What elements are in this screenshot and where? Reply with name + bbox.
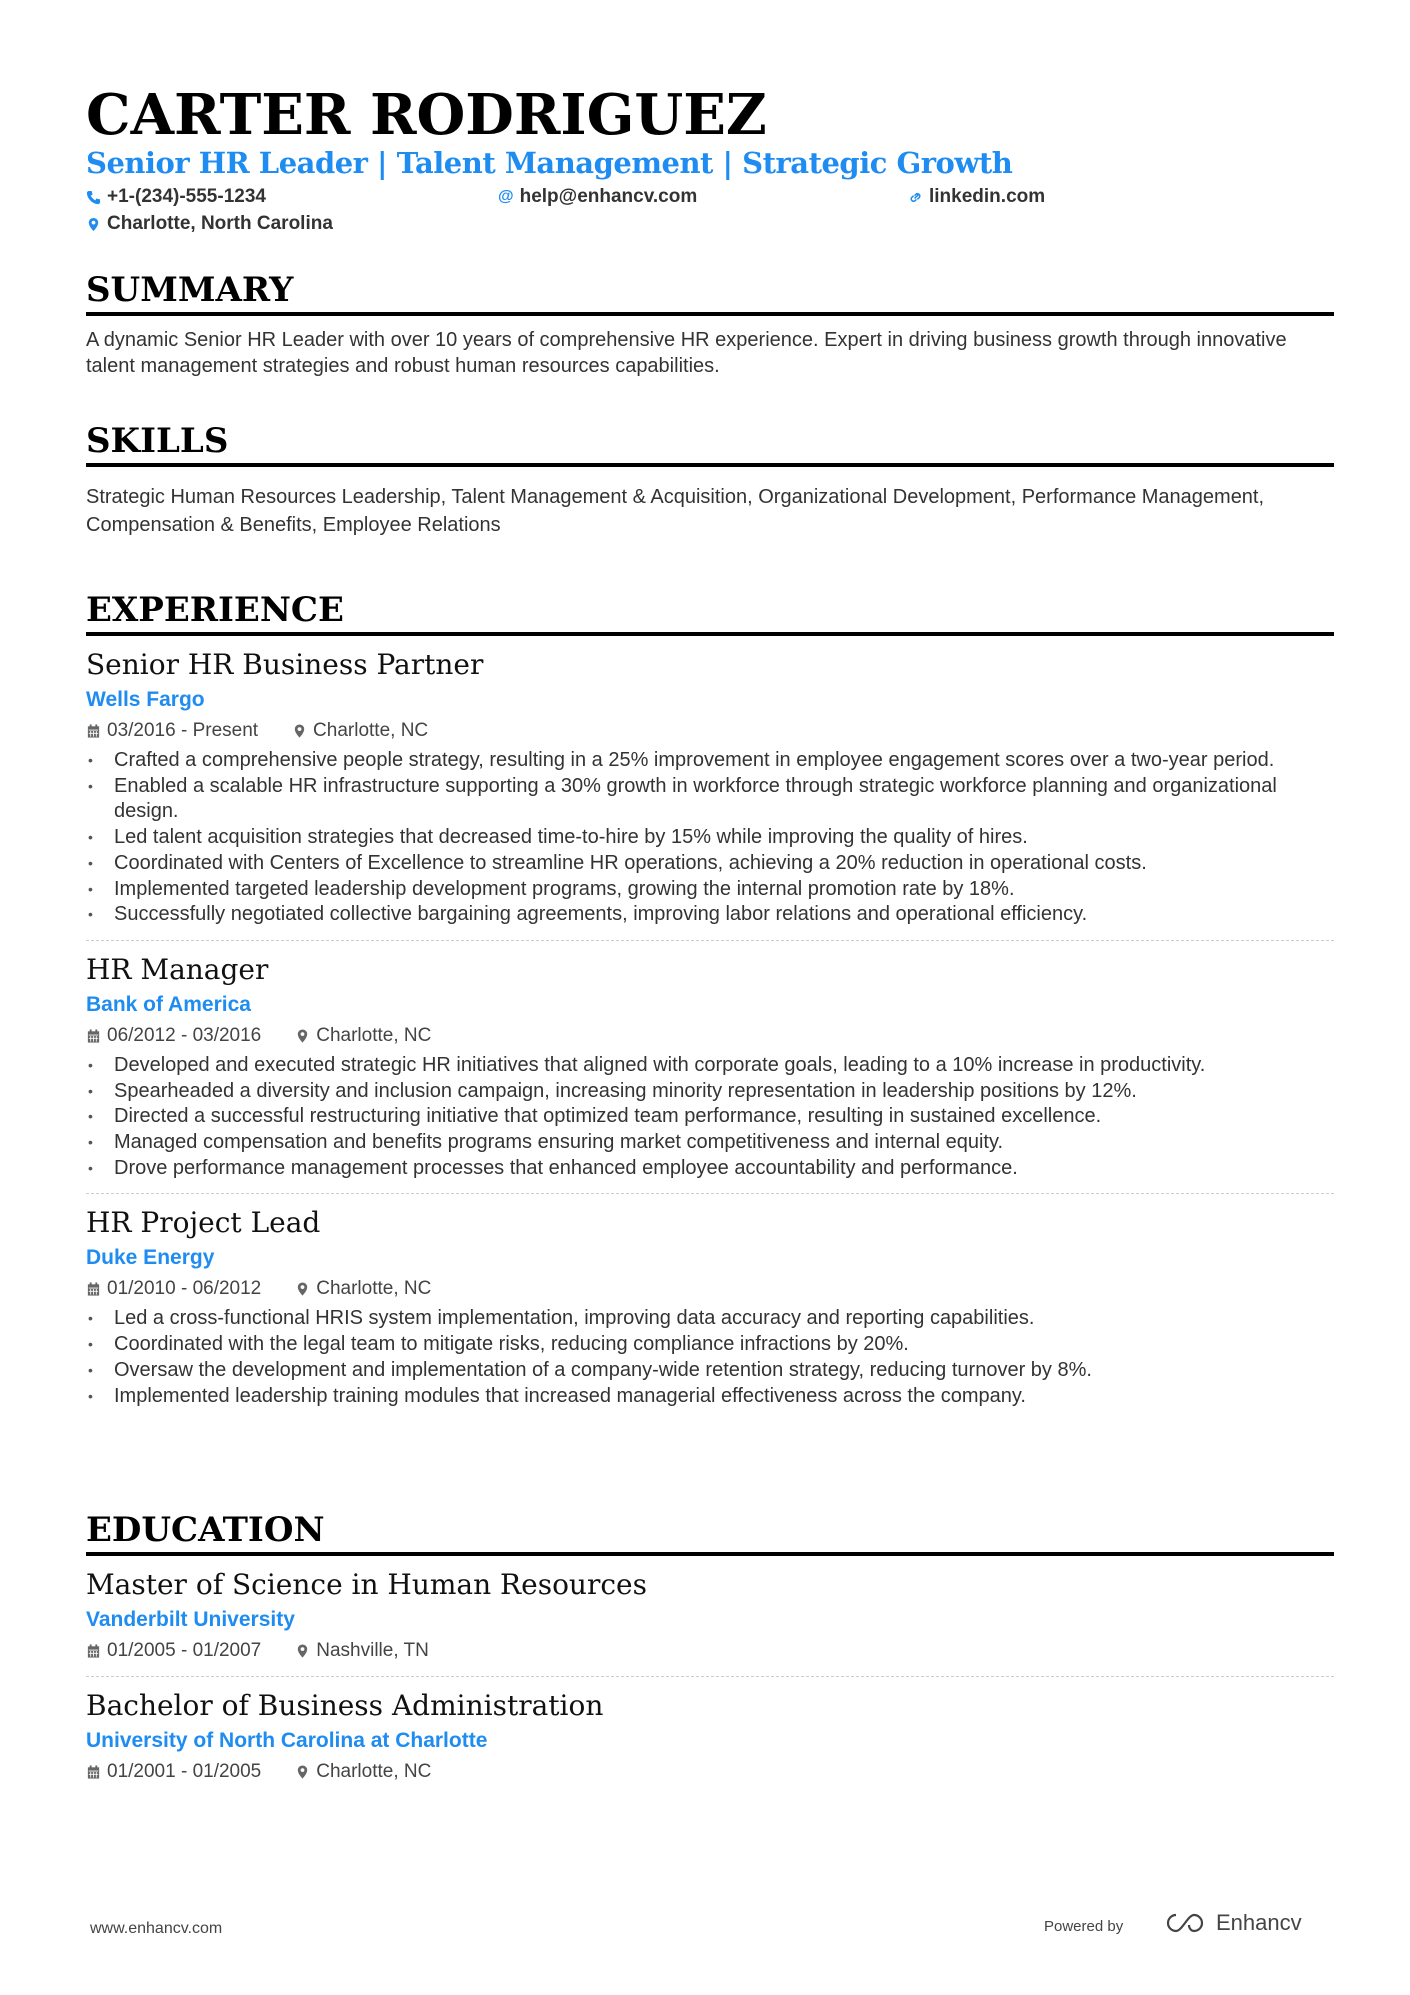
candidate-title: Senior HR Leader | Talent Management | Strategic Growth [86,146,1013,180]
calendar-icon [86,723,101,739]
job-bullets [86,748,1334,928]
calendar-icon [86,1643,101,1659]
job-entry [86,1206,1334,1409]
section-heading: SKILLS [86,421,1334,467]
bullet-item: • Implemented leadership training modules that increased managerial effectiveness across the company. [86,1384,1334,1410]
job-entry [86,953,1334,1195]
entry-dates: 01/2001 - 01/2005 [107,1761,262,1782]
job-entry [86,648,1334,941]
section-heading: EDUCATION [86,1510,1334,1556]
contact-phone [86,186,266,208]
website-text[interactable]: linkedin.com [929,186,1046,207]
job-bullets [86,1306,1334,1409]
entry-location: Charlotte, NC [316,1024,432,1046]
entry-divider [86,1193,1334,1194]
location-pin-icon [295,1643,310,1659]
contact-location [86,213,333,235]
bullet-item: • Coordinated with the legal team to mitigate risks, reducing compliance infractions by 20%. [86,1332,1334,1358]
bullet-item: • Crafted a comprehensive people strategy, resulting in a 25% improvement in employee engagement scores over a two-year period. [86,748,1334,774]
entry-dates: 01/2005 - 01/2007 [107,1640,262,1661]
company-name: Bank of America [86,992,251,1016]
bullet-item: • Successfully negotiated collective bargaining agreements, improving labor relations and operational efficiency. [86,902,1334,928]
bullet-item: • Directed a successful restructuring initiative that optimized team performance, resulting in sustained excellence. [86,1104,1334,1130]
contact-email[interactable] [498,186,697,208]
education-section [86,1510,1334,1785]
powered-by-label: Powered by [1044,1918,1124,1935]
school-name: Vanderbilt University [86,1608,295,1631]
bullet-item: • Managed compensation and benefits programs ensuring market competitiveness and internal equity. [86,1130,1334,1156]
summary-text: A dynamic Senior HR Leader with over 10 years of comprehensive HR experience. Expert in driving business growth through innovative talent management strategies and robust human resources capabilities. [86,329,1287,377]
degree: Bachelor of Business Administration [86,1689,604,1722]
entry-location: Charlotte, NC [316,1761,432,1782]
entry-location: Charlotte, NC [313,720,429,741]
bullet-item: • Led a cross-functional HRIS system implementation, improving data accuracy and reporting capabilities. [86,1306,1334,1332]
email-text[interactable]: help@enhancv.com [519,186,698,207]
entry-location: Charlotte, NC [316,1278,432,1300]
bullet-item: • Oversaw the development and implementation of a company-wide retention strategy, reducing turnover by 8%. [86,1358,1334,1384]
location-pin-icon [295,1764,310,1780]
section-heading: EXPERIENCE [86,590,1334,636]
location-pin-icon [295,1281,310,1297]
enhancv-logo-icon [1162,1910,1208,1936]
bullet-item: • Developed and executed strategic HR initiatives that aligned with corporate goals, leading to a 10% increase in productivity. [86,1053,1334,1079]
skills-text: Strategic Human Resources Leadership, Talent Management & Acquisition, Organizational Development, Performance Management, Compensation & Benefits, Employee Relations [86,486,1265,536]
enhancv-brand-text: Enhancv [1216,1910,1302,1935]
job-bullets [86,1053,1334,1182]
school-name: University of North Carolina at Charlotte [86,1729,488,1752]
entry-dates: 01/2010 - 06/2012 [107,1278,262,1300]
bullet-item: • Spearheaded a diversity and inclusion campaign, increasing minority representation in leadership positions by 12%. [86,1079,1334,1105]
enhancv-logo [1162,1910,1302,1936]
entry-meta [86,1638,1334,1664]
education-entry [86,1568,1334,1677]
calendar-icon [86,1281,101,1297]
experience-section [86,590,1334,1409]
job-title: HR Project Lead [86,1206,321,1240]
bullet-item: • Coordinated with Centers of Excellence to streamline HR operations, achieving a 20% reduction in operational costs. [86,851,1334,877]
entry-dates: 06/2012 - 03/2016 [107,1024,262,1046]
skills-section [86,421,1334,539]
phone-text: +1-(234)-555-1234 [107,186,266,207]
location-text: Charlotte, North Carolina [107,213,333,234]
candidate-name: CARTER RODRIGUEZ [86,82,767,148]
entry-divider [86,940,1334,941]
entry-meta [86,1023,1334,1049]
bullet-item: • Enabled a scalable HR infrastructure supporting a 30% growth in workforce through strategic workforce planning and organizational design. [86,774,1334,825]
entry-divider [86,1676,1334,1677]
at-icon: @ [498,188,514,205]
entry-meta [86,1276,1334,1302]
bullet-item: • Drove performance management processes that enhanced employee accountability and performance. [86,1156,1334,1182]
degree: Master of Science in Human Resources [86,1568,647,1601]
calendar-icon [86,1028,101,1044]
job-title: HR Manager [86,952,269,986]
education-entry [86,1689,1334,1785]
calendar-icon [86,1764,101,1780]
location-pin-icon [295,1028,310,1044]
contact-website[interactable] [908,186,1045,208]
job-title: Senior HR Business Partner [86,648,484,681]
phone-icon [86,190,101,205]
company-name: Wells Fargo [86,688,205,711]
entry-meta [86,1759,1334,1785]
location-pin-icon [292,723,307,739]
link-icon [908,190,923,205]
section-heading: SUMMARY [86,270,1334,316]
summary-section [86,270,1334,379]
entry-location: Nashville, TN [316,1640,429,1661]
company-name: Duke Energy [86,1246,215,1270]
entry-meta [86,718,1334,744]
location-pin-icon [86,217,101,232]
entry-dates: 03/2016 - Present [107,720,259,741]
bullet-item: • Implemented targeted leadership development programs, growing the internal promotion rate by 18%. [86,877,1334,903]
bullet-item: • Led talent acquisition strategies that decreased time-to-hire by 15% while improving the quality of hires. [86,825,1334,851]
footer-website[interactable]: www.enhancv.com [90,1920,223,1937]
